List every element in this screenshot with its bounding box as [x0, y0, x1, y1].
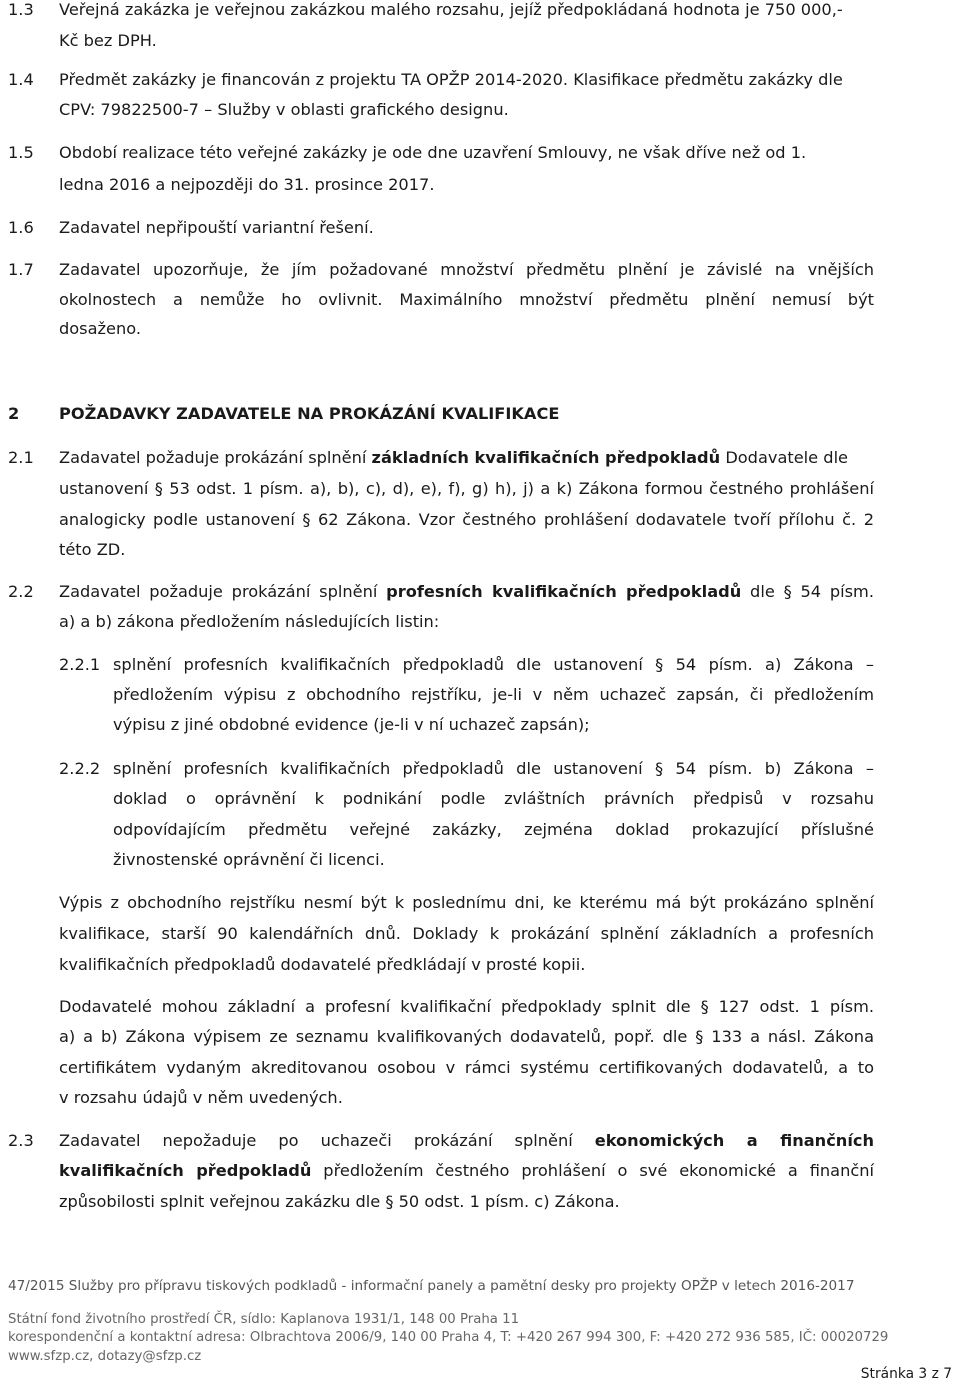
subsection-number: 2.2.2	[59, 759, 101, 778]
paragraph-line: kvalifikace, starší 90 kalendářních dnů. Doklady k prokázání splnění základních a profesních	[59, 924, 874, 943]
paragraph-line: této ZD.	[59, 540, 126, 559]
section-number: 1.4	[8, 70, 34, 89]
paragraph-line: Kč bez DPH.	[59, 31, 157, 50]
paragraph-line: analogicky podle ustanovení § 62 Zákona. Vzor čestného prohlášení dodavatele tvoří přílohu č. 2	[59, 510, 874, 529]
paragraph-line: Zadavatel upozorňuje, že jím požadované množství předmětu plnění je závislé na vnějších	[59, 260, 874, 279]
paragraph-line: Zadavatel nepřipouští variantní řešení.	[59, 218, 374, 237]
paragraph-line: živnostenské oprávnění či licenci.	[113, 850, 385, 869]
paragraph-line: splnění profesních kvalifikačních předpokladů dle ustanovení § 54 písm. a) Zákona –	[113, 655, 874, 674]
footer-contact: korespondenční a kontaktní adresa: Olbrachtova 2006/9, 140 00 Praha 4, T: +420 267 994 300, F: +420 272 936 585, IČ: 00020729	[8, 1330, 889, 1345]
paragraph-line: a) a b) zákona předložením následujících listin:	[59, 612, 440, 631]
paragraph-line	[59, 1161, 874, 1181]
text-run: Zadavatel nepožaduje po uchazeči prokázání splnění	[59, 1131, 595, 1150]
paragraph-line: odpovídajícím předmětu veřejné zakázky, zejména doklad prokazující příslušné	[113, 820, 874, 839]
paragraph-line: certifikátem vydaným akreditovanou osobou v rámci systému certifikovaných dodavatelů, a to	[59, 1058, 874, 1077]
paragraph-line: Veřejná zakázka je veřejnou zakázkou malého rozsahu, jejíž předpokládaná hodnota je 750 000,-	[59, 0, 843, 19]
paragraph-line: způsobilosti splnit veřejnou zakázku dle § 50 odst. 1 písm. c) Zákona.	[59, 1192, 620, 1211]
paragraph-line: CPV: 79822500-7 – Služby v oblasti grafického designu.	[59, 100, 509, 119]
paragraph-line: předložením výpisu z obchodního rejstříku, je-li v něm uchazeč zapsán, či předložením	[113, 685, 874, 704]
paragraph-line: ustanovení § 53 odst. 1 písm. a), b), c), d), e), f), g) h), j) a k) Zákona formou čestného prohlášení	[59, 479, 874, 498]
paragraph-line: dosaženo.	[59, 319, 142, 338]
subsection-number: 2.2.1	[59, 655, 101, 674]
paragraph-line: výpisu z jiné obdobné evidence (je-li v ní uchazeč zapsán);	[113, 715, 590, 734]
section-number: 1.5	[8, 143, 34, 162]
paragraph-line	[59, 1131, 874, 1151]
section-number: 2.3	[8, 1131, 34, 1150]
paragraph-line: ledna 2016 a nejpozději do 31. prosince 2017.	[59, 175, 435, 194]
footer-title: 47/2015 Služby pro přípravu tiskových podkladů - informační panely a pamětní desky pro projekty OPŽP v letech 2016-2017	[8, 1278, 855, 1294]
section-number: 2	[8, 404, 20, 423]
section-number: 1.6	[8, 218, 34, 237]
section-title: POŽADAVKY ZADAVATELE NA PROKÁZÁNÍ KVALIFIKACE	[59, 404, 560, 423]
paragraph-line: v rozsahu údajů v něm uvedených.	[59, 1088, 343, 1107]
paragraph-line: Dodavatelé mohou základní a profesní kvalifikační předpoklady splnit dle § 127 odst. 1 písm.	[59, 997, 874, 1016]
paragraph-line: Předmět zakázky je financován z projektu TA OPŽP 2014-2020. Klasifikace předmětu zakázky dle	[59, 70, 843, 89]
page-number: Stránka 3 z 7	[860, 1366, 952, 1382]
paragraph-line: a) a b) Zákona výpisem ze seznamu kvalifikovaných dodavatelů, popř. dle § 133 a násl. Zákona	[59, 1027, 874, 1046]
text-run: Zadavatel požaduje prokázání splnění	[59, 582, 387, 601]
paragraph-line	[59, 582, 874, 602]
paragraph-line: doklad o oprávnění k podnikání podle zvláštních právních předpisů v rozsahu	[113, 789, 874, 808]
section-number: 2.2	[8, 582, 34, 601]
text-run: Zadavatel požaduje prokázání splnění	[59, 448, 372, 467]
paragraph-line: splnění profesních kvalifikačních předpokladů dle ustanovení § 54 písm. b) Zákona –	[113, 759, 874, 778]
section-number: 2.1	[8, 448, 34, 467]
paragraph-line: Výpis z obchodního rejstříku nesmí být k poslednímu dni, ke kterému má být prokázáno splnění	[59, 893, 874, 912]
footer-web-link[interactable]: www.sfzp.cz, dotazy@sfzp.cz	[8, 1349, 202, 1364]
bold-text-run: základních kvalifikačních předpokladů	[371, 448, 721, 467]
text-run: předložením čestného prohlášení o své ekonomické a finanční	[311, 1161, 874, 1180]
text-run: Dodavatele dle	[720, 448, 849, 467]
bold-text-run: kvalifikačních předpokladů	[59, 1161, 312, 1180]
bold-text-run: profesních kvalifikačních předpokladů	[386, 582, 742, 601]
section-number: 1.7	[8, 260, 34, 279]
paragraph-line: kvalifikačních předpokladů dodavatelé předkládají v prosté kopii.	[59, 955, 586, 974]
bold-text-run: ekonomických a finančních	[594, 1131, 874, 1150]
paragraph-line	[59, 448, 848, 468]
section-number: 1.3	[8, 0, 34, 19]
paragraph-line: okolnostech a nemůže ho ovlivnit. Maximálního množství předmětu plnění nemusí být	[59, 290, 874, 309]
paragraph-line: Období realizace této veřejné zakázky je ode dne uzavření Smlouvy, ne však dříve než od 1.	[59, 143, 807, 162]
footer-address: Státní fond životního prostředí ČR, sídlo: Kaplanova 1931/1, 148 00 Praha 11	[8, 1312, 520, 1327]
text-run: dle § 54 písm.	[741, 582, 874, 601]
